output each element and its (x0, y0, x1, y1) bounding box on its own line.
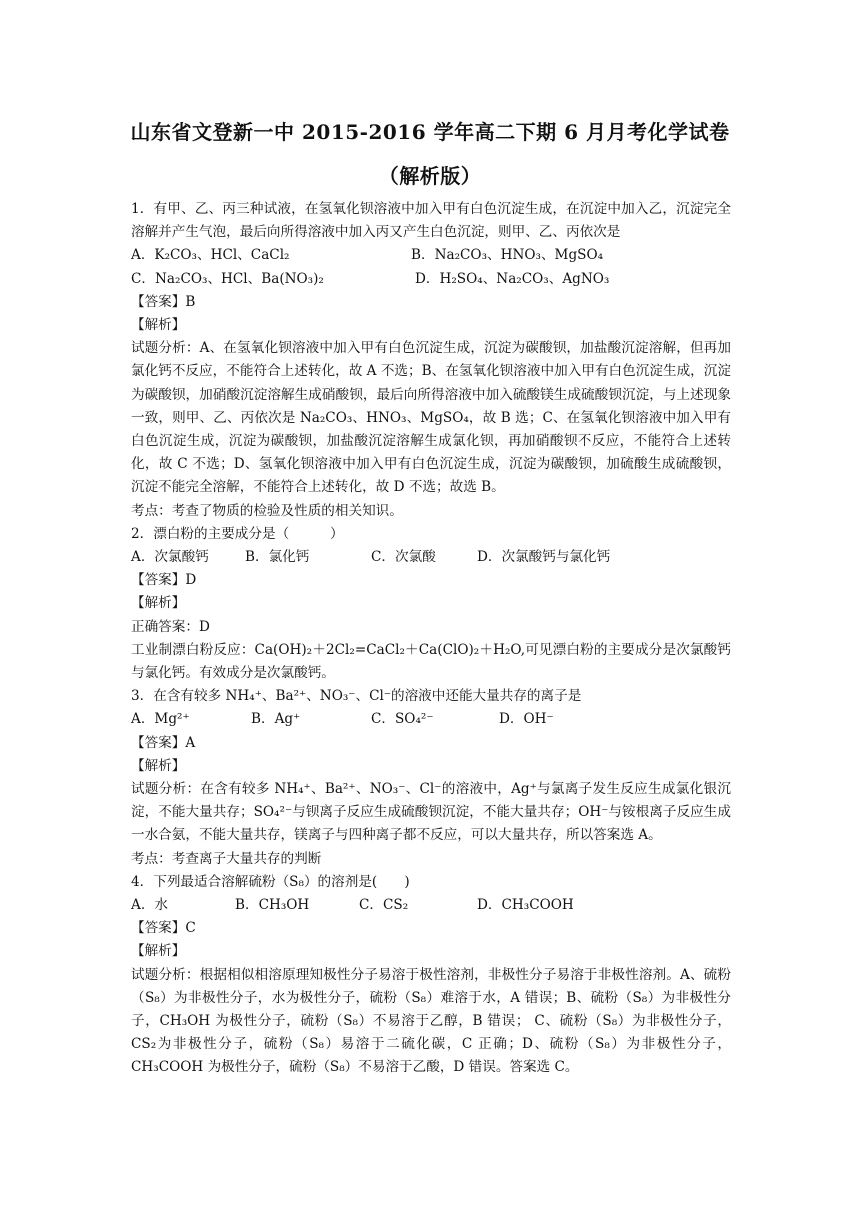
question-4-option-d: D．CH₃COOH (477, 897, 574, 914)
question-2-options (131, 546, 731, 569)
document-body (131, 198, 731, 1080)
question-3-analysis: 试题分析：在含有较多 NH₄⁺、Ba²⁺、NO₃⁻、Cl⁻的溶液中，Ag⁺与氯离子发生反应生成氯化银沉淀，不能大量共存；SO₄²⁻与钡离子反应生成硫酸钡沉淀，不能大量共存；OH⁻与铵根离子反应生成一水合氨，不能大量共存，镁离子与四种离子都不反应，可以大量共存，所以答案选 A。 (131, 781, 731, 844)
question-4-option-c: C．CS₂ (359, 897, 409, 914)
question-2-analysis-label: 【解析】 (131, 595, 186, 612)
question-1-option-b: B．Na₂CO₃、HNO₃、MgSO₄ (411, 247, 604, 264)
question-1-option-c: C．Na₂CO₃、HCl、Ba(NO₃)₂ (131, 270, 324, 287)
question-3-answer: 【答案】A (131, 734, 196, 751)
question-1-option-a: A．K₂CO₃、HCl、CaCl₂ (131, 247, 290, 264)
document-subtitle: （解析版） (378, 164, 482, 188)
question-1-stem: 1．有甲、乙、丙三种试液，在氢氧化钡溶液中加入甲有白色沉淀生成，在沉淀中加入乙，沉淀完全溶解并产生气泡，最后向所得溶液中加入丙又产生白色沉淀，则甲、乙、丙依次是 (131, 201, 731, 241)
question-3-option-b: B．Ag⁺ (251, 711, 301, 728)
question-1-answer: 【答案】B (131, 293, 196, 310)
question-1-options-row-1 (131, 244, 731, 267)
question-1-point: 考点：考查了物质的检验及性质的相关知识。 (131, 502, 403, 519)
question-2-correct-answer: 正确答案：D (131, 618, 210, 635)
question-3-option-d: D．OH⁻ (499, 711, 554, 728)
question-1-option-d: D．H₂SO₄、Na₂CO₃、AgNO₃ (415, 270, 610, 287)
question-4-analysis-label: 【解析】 (131, 943, 186, 960)
question-2-option-d: D．次氯酸钙与氯化钙 (477, 549, 611, 566)
question-3-options (131, 708, 731, 731)
question-4-options (131, 894, 731, 917)
document-title: 山东省文登新一中 2015-2016 学年高二下期 6 月月考化学试卷 (130, 120, 730, 144)
question-4-stem: 4．下列最适合溶解硫粉（S₈）的溶剂是( ) (131, 873, 410, 890)
question-1-analysis-label: 【解析】 (131, 316, 186, 333)
question-2-stem: 2．漂白粉的主要成分是（ ） (131, 525, 344, 542)
question-4-answer: 【答案】C (131, 920, 196, 937)
question-3-stem: 3．在含有较多 NH₄⁺、Ba²⁺、NO₃⁻、Cl⁻的溶液中还能大量共存的离子是 (131, 688, 582, 705)
question-1-options-row-2 (131, 268, 731, 291)
question-2-option-b: B．氯化钙 (245, 549, 310, 566)
question-4-option-b: B．CH₃OH (235, 897, 310, 914)
question-1-analysis: 试题分析：A、在氢氧化钡溶液中加入甲有白色沉淀生成，沉淀为碳酸钡，加盐酸沉淀溶解，但再加氯化钙不反应，不能符合上述转化，故 A 不选；B、在氢氧化钡溶液中加入甲有白色沉淀生成，沉淀为碳酸钡，加硝酸沉淀溶解生成硝酸钡，最后向所得溶液中加入硫酸镁生成硫酸钡沉淀，与上述现象一致，则甲、乙、丙依次是 Na₂CO₃、HNO₃、MgSO₄，故 B 选；C、在氢氧化钡溶液中加入甲有白色沉淀生成，沉淀为碳酸钡，加盐酸沉淀溶解生成氯化钡，再加硝酸钡不反应，不能符合上述转化，故 C 不选；D、氢氧化钡溶液中加入甲有白色沉淀生成，沉淀为碳酸钡，加硫酸生成硫酸钡，沉淀不能完全溶解，不能符合上述转化，故 D 不选；故选 B。 (131, 340, 731, 496)
question-4-analysis: 试题分析：根据相似相溶原理知极性分子易溶于极性溶剂，非极性分子易溶于非极性溶剂。A、硫粉（S₈）为非极性分子，水为极性分子，硫粉（S₈）难溶于水，A 错误；B、硫粉（S₈）为非极性分子，CH₃OH 为极性分子，硫粉（S₈）不易溶于乙醇，B 错误； C、硫粉（S₈）为非极性分子，CS₂为非极性分子，硫粉（S₈）易溶于二硫化碳，C 正确；D、硫粉（S₈）为非极性分子，CH₃COOH 为极性分子，硫粉（S₈）不易溶于乙酸，D 错误。答案选 C。 (131, 966, 731, 1076)
question-2-answer: 【答案】D (131, 572, 197, 589)
question-3-option-a: A．Mg²⁺ (131, 711, 190, 728)
question-2-option-c: C．次氯酸 (371, 549, 436, 566)
question-4-option-a: A．水 (131, 897, 169, 914)
question-2-option-a: A．次氯酸钙 (131, 549, 209, 566)
question-3-analysis-label: 【解析】 (131, 757, 186, 774)
question-2-analysis: 工业制漂白粉反应：Ca(OH)₂＋2Cl₂=CaCl₂＋Ca(ClO)₂＋H₂O,可见漂白粉的主要成分是次氯酸钙与氯化钙。有效成分是次氯酸钙。 (131, 641, 731, 682)
question-3-point: 考点：考查离子大量共存的判断 (131, 850, 322, 867)
question-3-option-c: C．SO₄²⁻ (371, 711, 434, 728)
